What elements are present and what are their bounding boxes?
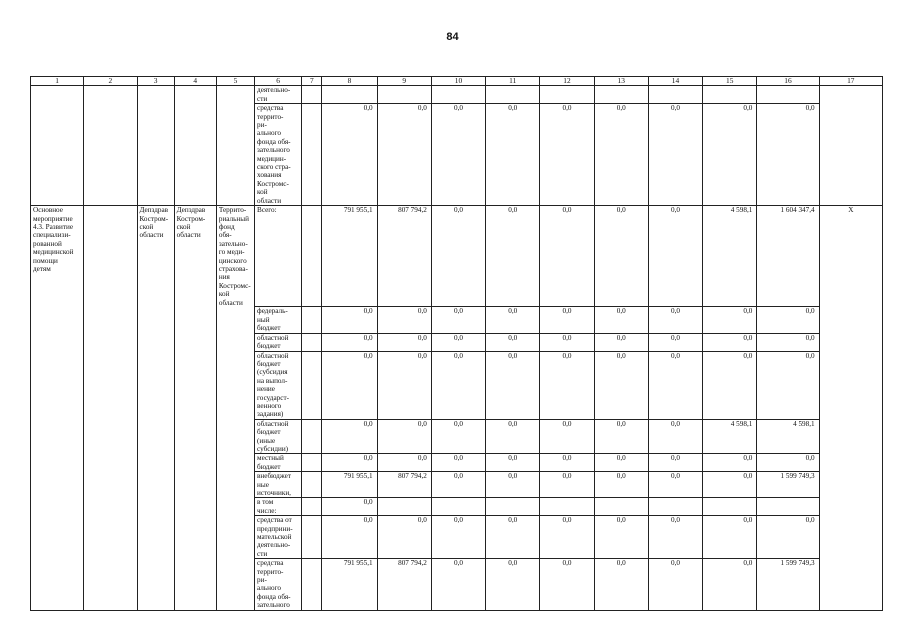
value-cell: 0,0 [648,559,702,610]
value-cell: 0,0 [322,351,377,419]
value-cell: 0,0 [648,472,702,498]
value-cell: 0,0 [431,206,485,307]
value-cell: 4 598,1 [703,419,757,454]
value-cell: 4 598,1 [757,419,819,454]
value-cell: 0,0 [322,454,377,472]
value-cell: 0,0 [594,516,648,559]
empty-cell [216,472,254,498]
source-label: средства террито- ри- ального фонда обя- зательного [255,559,302,610]
value-cell [431,86,485,104]
empty-cell [137,498,174,516]
value-cell: 1 599 749,3 [757,472,819,498]
empty-cell [174,86,216,104]
empty-cell [31,104,84,206]
empty-cell [174,472,216,498]
empty-cell [137,307,174,333]
value-cell: 0,0 [377,333,431,351]
table-row [31,498,883,516]
empty-cell [174,307,216,333]
empty-cell [174,333,216,351]
value-cell: 0,0 [322,498,377,516]
table-row [31,307,883,333]
source-label: областной бюджет (субсидия на выпол- нение государст- венного задания) [255,351,302,419]
empty-cell [31,454,84,472]
table-row [31,559,883,610]
empty-cell [819,419,882,454]
value-cell: 0,0 [377,419,431,454]
table-row [31,206,883,307]
value-cell: 0,0 [377,516,431,559]
value-cell [486,498,540,516]
table-body [31,77,883,611]
empty-cell [84,419,137,454]
value-cell: 0,0 [703,454,757,472]
source-label: в том числе: [255,498,302,516]
participant: Террито- риальный фонд обя- зательно- го меди- цинского страхова- ния Костромс- кой области [216,206,254,307]
empty-cell [31,351,84,419]
value-cell: 0,0 [648,206,702,307]
value-cell: 0,0 [594,419,648,454]
source-label: федераль- ный бюджет [255,307,302,333]
header-cell: 8 [322,77,377,86]
header-cell: 4 [174,77,216,86]
empty-cell [31,498,84,516]
empty-cell [216,307,254,333]
value-cell: 0,0 [486,454,540,472]
header-row [31,77,883,86]
value-cell: 0,0 [322,333,377,351]
value-cell: 0,0 [757,307,819,333]
empty-cell [174,498,216,516]
value-cell [703,498,757,516]
value-cell: 0,0 [594,307,648,333]
empty-cell [216,454,254,472]
empty-cell [302,559,322,610]
value-cell [648,498,702,516]
table-row [31,472,883,498]
value-cell: 0,0 [703,516,757,559]
empty-cell [84,559,137,610]
source-label: средства террито- ри- ального фонда обя- зательного медицин- ского стра- хования Костромс- кой области [255,104,302,206]
value-cell: 0,0 [703,351,757,419]
value-cell: 0,0 [594,472,648,498]
value-cell: 0,0 [757,333,819,351]
source-label: областной бюджет [255,333,302,351]
value-cell: 791 955,1 [322,559,377,610]
empty-cell [84,351,137,419]
value-cell: 0,0 [540,104,594,206]
measure-name: Основное мероприятие 4.3. Развитие специализи- рованной медицинской помощи детям [31,206,84,307]
empty-cell [174,351,216,419]
value-cell: 0,0 [486,307,540,333]
value-cell [648,86,702,104]
responsible-executor: Депздрав Костром- ской области [137,206,174,307]
page-number: 84 [446,31,459,43]
empty-cell [216,419,254,454]
table-row [31,86,883,104]
header-cell: 11 [486,77,540,86]
empty-cell [302,351,322,419]
empty-cell [84,516,137,559]
value-cell: 0,0 [431,472,485,498]
value-cell: 0,0 [648,516,702,559]
empty-cell [216,104,254,206]
source-label: средства от предприни- мательской деятельно- сти [255,516,302,559]
empty-cell [819,351,882,419]
empty-cell [302,206,322,307]
value-cell: 0,0 [431,351,485,419]
value-cell [431,498,485,516]
table-row [31,351,883,419]
value-cell: 0,0 [540,206,594,307]
empty-cell [819,559,882,610]
empty-cell [84,333,137,351]
empty-cell [216,86,254,104]
header-cell: 16 [757,77,819,86]
value-cell [594,498,648,516]
empty-cell [302,454,322,472]
value-cell: 0,0 [431,104,485,206]
table-row [31,419,883,454]
empty-cell [216,351,254,419]
empty-cell [31,559,84,610]
value-cell: 0,0 [703,333,757,351]
empty-cell [302,516,322,559]
header-cell: 12 [540,77,594,86]
header-cell: 17 [819,77,882,86]
header-cell: 14 [648,77,702,86]
empty-cell [302,419,322,454]
value-cell: 0,0 [648,104,702,206]
empty-cell [137,86,174,104]
empty-cell [819,86,882,104]
empty-cell [819,498,882,516]
value-cell: 791 955,1 [322,206,377,307]
value-cell: 0,0 [322,516,377,559]
empty-cell [174,454,216,472]
empty-cell [302,498,322,516]
value-cell: 0,0 [594,454,648,472]
value-cell: 0,0 [540,472,594,498]
header-cell: 7 [302,77,322,86]
value-cell: 0,0 [757,351,819,419]
empty-cell [819,104,882,206]
empty-cell [31,472,84,498]
value-cell: 0,0 [594,559,648,610]
value-cell: 0,0 [486,419,540,454]
empty-cell [31,333,84,351]
value-cell: 1 604 347,4 [757,206,819,307]
value-cell: 0,0 [431,454,485,472]
value-cell: 0,0 [377,307,431,333]
empty-cell [174,104,216,206]
value-cell: 0,0 [594,206,648,307]
value-cell: 0,0 [486,104,540,206]
co-executor: Депздрав Костром- ской области [174,206,216,307]
empty-cell [302,307,322,333]
value-cell: 0,0 [377,351,431,419]
empty-cell [137,419,174,454]
empty-cell [819,516,882,559]
value-cell: 1 599 749,3 [757,559,819,610]
empty-cell [174,419,216,454]
value-cell: 0,0 [648,351,702,419]
value-cell: 0,0 [540,333,594,351]
value-cell: 0,0 [431,333,485,351]
value-cell: 0,0 [703,472,757,498]
empty-cell [137,104,174,206]
value-cell [377,86,431,104]
source-label: Всего: [255,206,302,307]
value-cell: 0,0 [322,104,377,206]
value-cell: 0,0 [540,419,594,454]
empty-cell [216,559,254,610]
value-cell [757,498,819,516]
value-cell: 791 955,1 [322,472,377,498]
budget-table [30,76,883,611]
value-cell: 807 794,2 [377,206,431,307]
empty-cell [216,333,254,351]
value-cell: 0,0 [486,472,540,498]
header-cell: 9 [377,77,431,86]
header-cell: 10 [431,77,485,86]
value-cell: 0,0 [486,516,540,559]
value-cell: 0,0 [703,104,757,206]
empty-cell [216,516,254,559]
empty-cell [137,454,174,472]
value-cell [540,86,594,104]
empty-cell [84,86,137,104]
source-label: областной бюджет (иные субсидии) [255,419,302,454]
empty-cell [137,516,174,559]
empty-cell [819,454,882,472]
value-cell: 0,0 [757,454,819,472]
table-row [31,104,883,206]
value-cell: 0,0 [594,333,648,351]
value-cell [322,86,377,104]
col17-mark: Х [819,206,882,307]
header-cell: 2 [84,77,137,86]
value-cell: 0,0 [486,333,540,351]
value-cell: 4 598,1 [703,206,757,307]
empty-cell [84,472,137,498]
empty-cell [819,333,882,351]
value-cell: 0,0 [322,307,377,333]
empty-cell [302,86,322,104]
value-cell: 0,0 [322,419,377,454]
value-cell: 0,0 [703,559,757,610]
value-cell: 0,0 [648,333,702,351]
empty-cell [31,307,84,333]
table-row [31,516,883,559]
header-cell: 13 [594,77,648,86]
value-cell: 0,0 [431,307,485,333]
value-cell: 0,0 [540,454,594,472]
empty-cell [137,472,174,498]
value-cell: 0,0 [486,351,540,419]
empty-cell [84,498,137,516]
header-cell: 5 [216,77,254,86]
value-cell: 0,0 [540,307,594,333]
value-cell: 0,0 [377,454,431,472]
empty-cell [819,472,882,498]
empty-cell [302,333,322,351]
empty-cell [84,206,137,307]
value-cell: 807 794,2 [377,472,431,498]
empty-cell [84,307,137,333]
value-cell: 0,0 [377,104,431,206]
value-cell: 0,0 [431,516,485,559]
empty-cell [174,559,216,610]
value-cell [594,86,648,104]
header-cell: 3 [137,77,174,86]
empty-cell [302,104,322,206]
empty-cell [84,104,137,206]
value-cell: 0,0 [431,559,485,610]
empty-cell [31,516,84,559]
empty-cell [302,472,322,498]
value-cell: 0,0 [757,516,819,559]
empty-cell [31,419,84,454]
value-cell: 0,0 [594,351,648,419]
value-cell [377,498,431,516]
value-cell: 0,0 [540,516,594,559]
value-cell: 0,0 [486,206,540,307]
value-cell: 0,0 [486,559,540,610]
value-cell: 0,0 [703,307,757,333]
value-cell [540,498,594,516]
value-cell: 0,0 [648,307,702,333]
value-cell: 0,0 [431,419,485,454]
value-cell [757,86,819,104]
value-cell: 0,0 [648,454,702,472]
table-row [31,333,883,351]
value-cell: 807 794,2 [377,559,431,610]
source-label: местный бюджет [255,454,302,472]
header-cell: 1 [31,77,84,86]
header-cell: 15 [703,77,757,86]
value-cell: 0,0 [540,559,594,610]
source-label: деятельно- сти [255,86,302,104]
value-cell [703,86,757,104]
empty-cell [137,333,174,351]
empty-cell [216,498,254,516]
value-cell: 0,0 [594,104,648,206]
value-cell: 0,0 [757,104,819,206]
value-cell: 0,0 [540,351,594,419]
value-cell: 0,0 [648,419,702,454]
empty-cell [84,454,137,472]
empty-cell [31,86,84,104]
source-label: внебюджет ные источники, [255,472,302,498]
table-row [31,454,883,472]
header-cell: 6 [255,77,302,86]
value-cell [486,86,540,104]
empty-cell [137,559,174,610]
empty-cell [819,307,882,333]
empty-cell [174,516,216,559]
empty-cell [137,351,174,419]
